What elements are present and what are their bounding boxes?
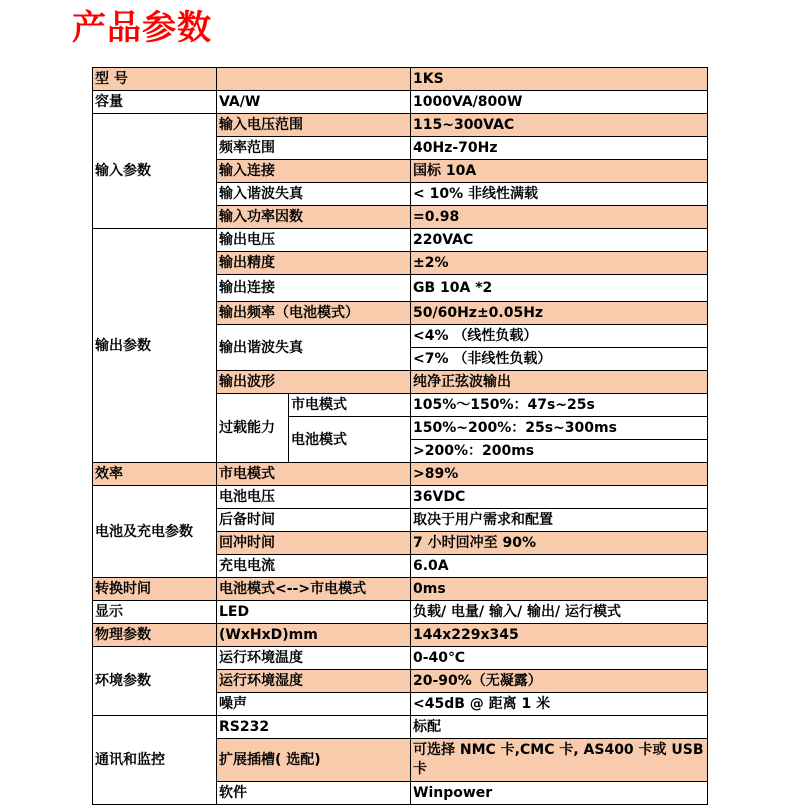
comm-slot-value: 可选择 NMC 卡,CMC 卡, AS400 卡或 USB 卡 [411,739,708,782]
battery-sub: 后备时间 [217,509,411,532]
output-thd-value-1: <4% （线性负载） [411,325,708,348]
comm-software-value: Winpower [411,782,708,805]
display-value: 负载/ 电量/ 输入/ 输出/ 运行模式 [411,601,708,624]
output-waveform-value: 纯净正弦波输出 [411,371,708,394]
environment-value: 0-40℃ [411,647,708,670]
input-sub: 输入电压范围 [217,114,411,137]
input-value: < 10% 非线性满载 [411,183,708,206]
input-value: 115~300VAC [411,114,708,137]
output-connection-value: GB 10A *2 [411,275,708,302]
output-connection-sub: 输出连接 [217,275,411,302]
comm-software-sub: 软件 [217,782,411,805]
page-title: 产品参数 [72,8,212,48]
row-efficiency [93,463,708,486]
output-precision-sub: 输出精度 [217,252,411,275]
physical-label: 物理参数 [93,624,217,647]
output-thd-value-2: <7% （非线性负载） [411,348,708,371]
output-frequency-sub: 输出频率（电池模式） [217,302,411,325]
battery-value: 取决于用户需求和配置 [411,509,708,532]
comm-slot-sub: 扩展插槽( 选配) [217,739,411,782]
battery-sub: 充电电流 [217,555,411,578]
transfer-sub: 电池模式<-->市电模式 [217,578,411,601]
overload-value-1: 105%～150%：47s~25s [411,394,708,417]
environment-label: 环境参数 [93,647,217,716]
overload-value-3: >200%：200ms [411,440,708,463]
comm-rs232-sub: RS232 [217,716,411,739]
row-battery-1 [93,486,708,509]
output-thd-sub: 输出谐波失真 [217,325,411,371]
model-sub [217,68,411,91]
environment-value: 20-90%（无凝露） [411,670,708,693]
battery-sub: 电池电压 [217,486,411,509]
overload-value-2: 150%~200%：25s~300ms [411,417,708,440]
input-sub: 输入谐波失真 [217,183,411,206]
row-display [93,601,708,624]
efficiency-label: 效率 [93,463,217,486]
row-input-1 [93,114,708,137]
battery-value: 36VDC [411,486,708,509]
overload-mode-battery: 电池模式 [289,417,411,463]
physical-sub: (WxHxD)mm [217,624,411,647]
input-label: 输入参数 [93,114,217,229]
input-value: =0.98 [411,206,708,229]
output-voltage-sub: 输出电压 [217,229,411,252]
transfer-value: 0ms [411,578,708,601]
input-value: 国标 10A [411,160,708,183]
comm-label: 通讯和监控 [93,716,217,805]
capacity-sub: VA/W [217,91,411,114]
battery-value: 6.0A [411,555,708,578]
environment-sub: 运行环境温度 [217,647,411,670]
output-label: 输出参数 [93,229,217,463]
input-value: 40Hz-70Hz [411,137,708,160]
row-physical [93,624,708,647]
output-precision-value: ±2% [411,252,708,275]
battery-label: 电池及充电参数 [93,486,217,578]
output-voltage-value: 220VAC [411,229,708,252]
environment-sub: 运行环境湿度 [217,670,411,693]
row-model [93,68,708,91]
row-comm-rs232 [93,716,708,739]
row-transfer [93,578,708,601]
comm-rs232-value: 标配 [411,716,708,739]
efficiency-value: >89% [411,463,708,486]
capacity-value: 1000VA/800W [411,91,708,114]
environment-sub: 噪声 [217,693,411,716]
output-frequency-value: 50/60Hz±0.05Hz [411,302,708,325]
row-capacity [93,91,708,114]
row-output-voltage [93,229,708,252]
input-sub: 频率范围 [217,137,411,160]
output-waveform-sub: 输出波形 [217,371,411,394]
physical-value: 144x229x345 [411,624,708,647]
efficiency-sub: 市电模式 [217,463,411,486]
battery-sub: 回冲时间 [217,532,411,555]
input-sub: 输入功率因数 [217,206,411,229]
display-label: 显示 [93,601,217,624]
row-env-1 [93,647,708,670]
capacity-label: 容量 [93,91,217,114]
overload-mode-mains: 市电模式 [289,394,411,417]
battery-value: 7 小时回冲至 90% [411,532,708,555]
transfer-label: 转换时间 [93,578,217,601]
model-value: 1KS [411,68,708,91]
model-label: 型 号 [93,68,217,91]
input-sub: 输入连接 [217,160,411,183]
overload-sub: 过载能力 [217,394,289,463]
environment-value: <45dB @ 距离 1 米 [411,693,708,716]
spec-table [92,67,708,805]
display-sub: LED [217,601,411,624]
